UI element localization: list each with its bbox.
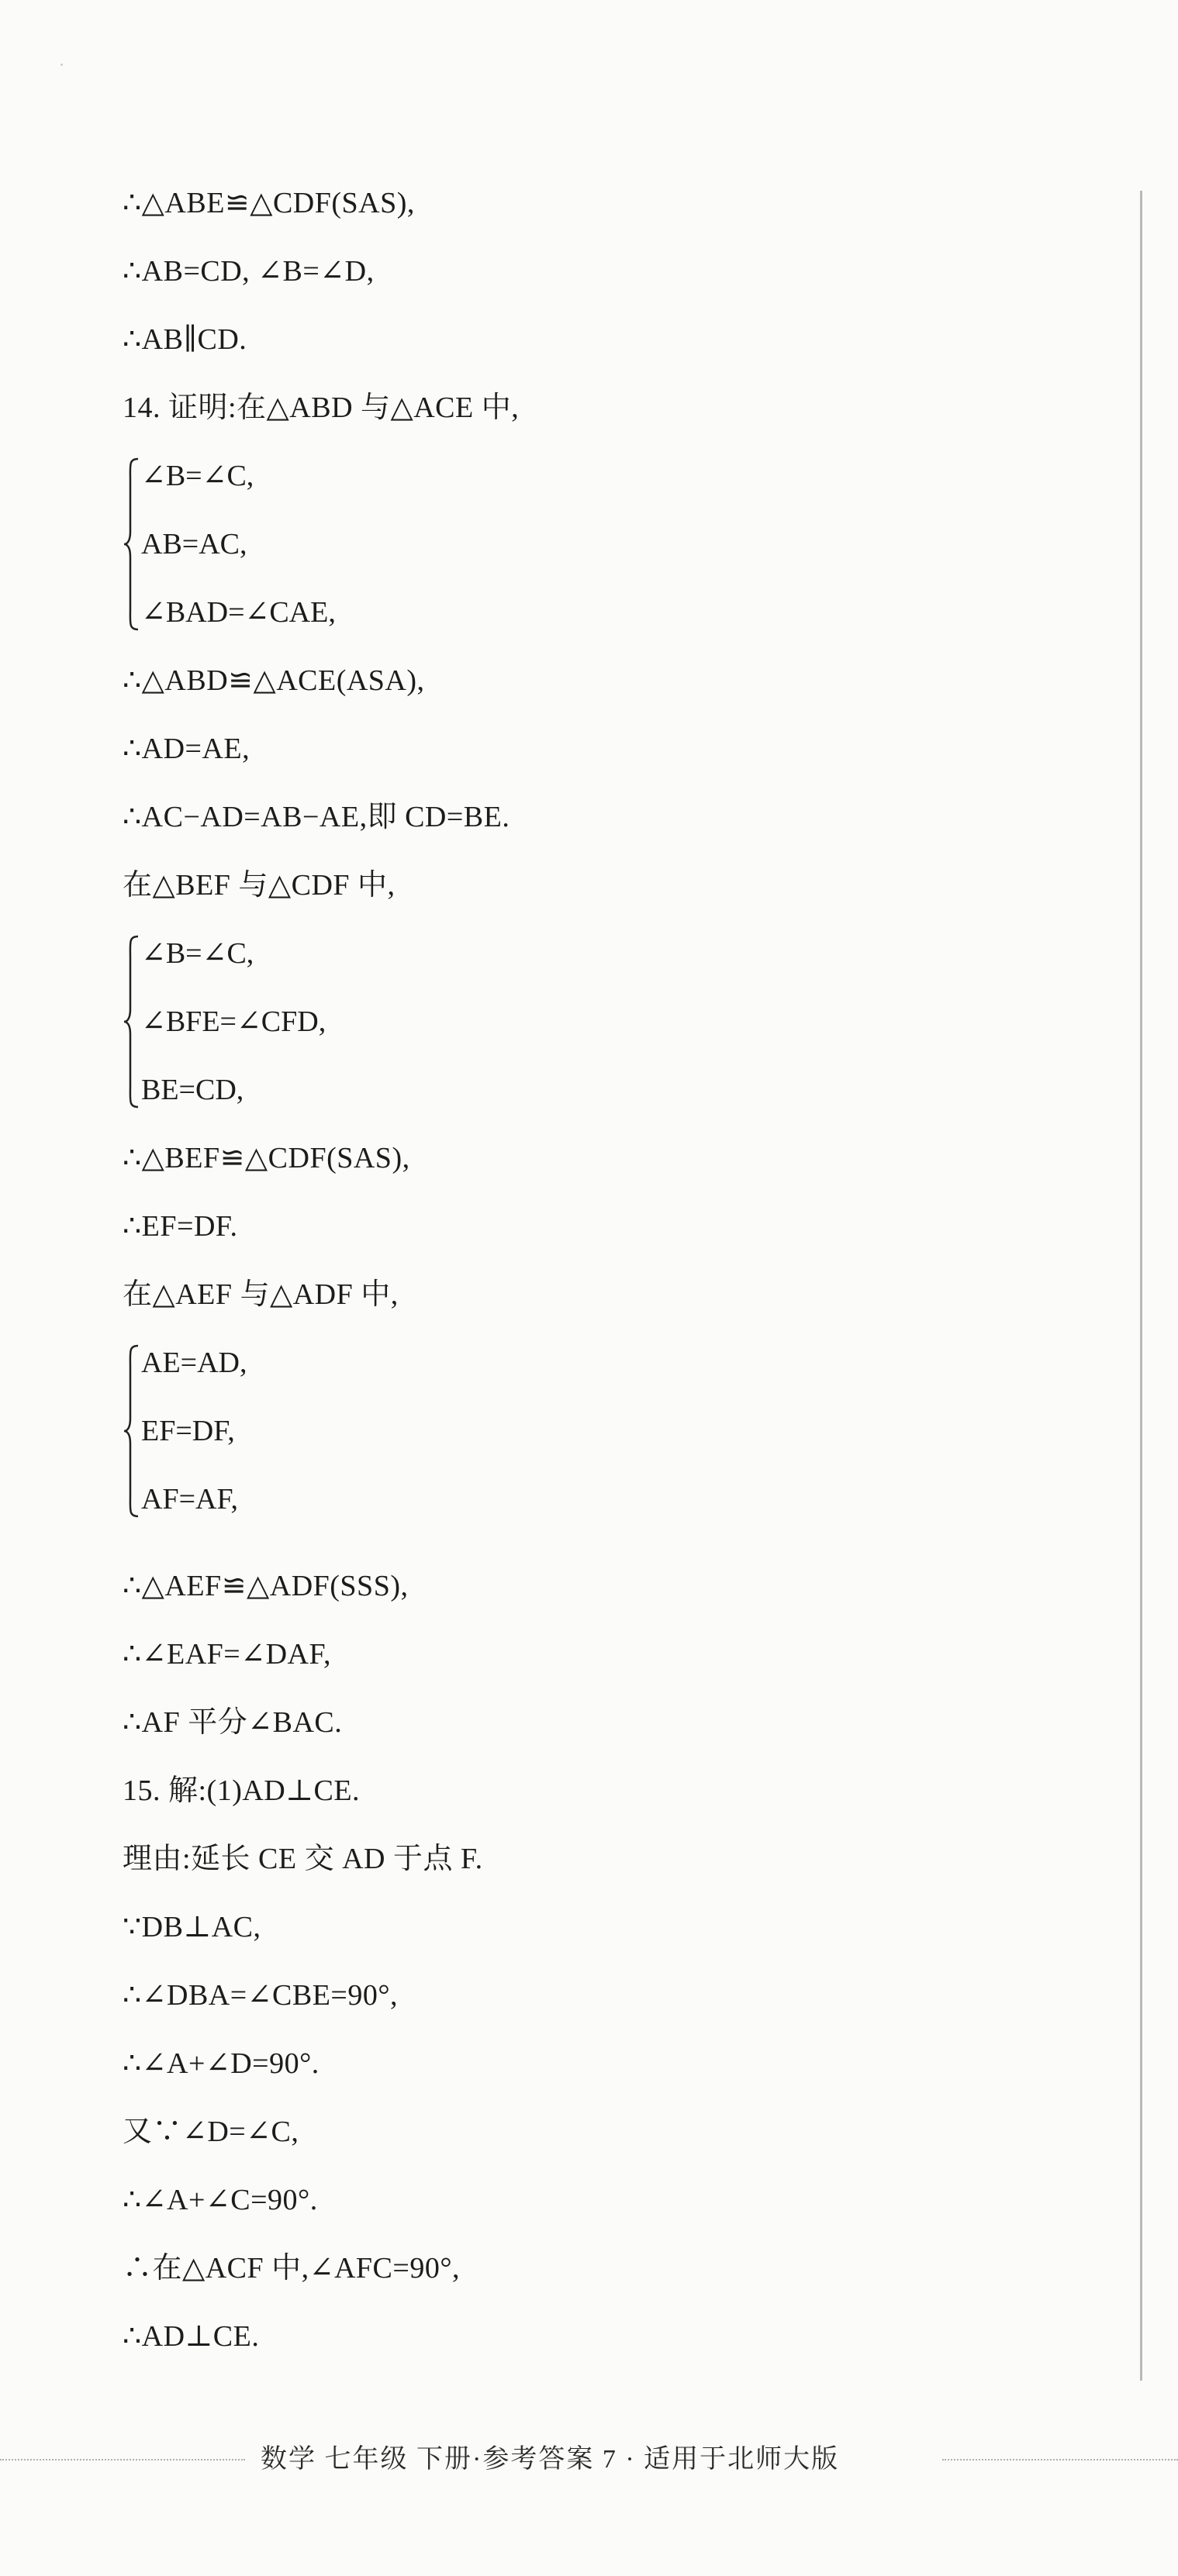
proof-line: ∴∠DBA=∠CBE=90°,	[123, 1979, 399, 2012]
page-footer	[0, 2440, 1178, 2479]
proof-line: ∴AB∥CD.	[123, 323, 247, 356]
left-brace-icon	[123, 457, 140, 631]
proof-line: ∴∠A+∠D=90°.	[123, 2047, 320, 2080]
proof-line: ∴△AEF≌△ADF(SSS),	[123, 1570, 409, 1602]
proof-line: ∴∠A+∠C=90°.	[123, 2184, 318, 2216]
system-row: AB=AC,	[141, 528, 247, 560]
left-brace-icon	[123, 1344, 140, 1518]
proof-line: ∴△ABE≌△CDF(SAS),	[123, 187, 415, 219]
proof-line: ∴在△ACF 中,∠AFC=90°,	[123, 2252, 461, 2285]
proof-line: 理由:延长 CE 交 AD 于点 F.	[123, 1843, 483, 1875]
column-divider	[1140, 191, 1142, 2381]
system-row: EF=DF,	[141, 1415, 235, 1447]
proof-line: ∴EF=DF.	[123, 1210, 238, 1243]
footer-dotted-rule	[0, 2459, 245, 2460]
system-row: ∠BFE=∠CFD,	[141, 1005, 326, 1038]
proof-line: ∵DB⊥AC,	[123, 1911, 261, 1943]
scan-speck	[60, 64, 63, 66]
system-row: AF=AF,	[141, 1483, 239, 1516]
proof-line: 在△AEF 与△ADF 中,	[123, 1278, 399, 1311]
proof-line: ∴AC−AD=AB−AE,即 CD=BE.	[123, 801, 510, 833]
system-row: ∠B=∠C,	[141, 460, 254, 492]
proof-line: ∴AF 平分∠BAC.	[123, 1706, 343, 1739]
system-row: ∠B=∠C,	[141, 937, 254, 970]
proof-line: ∴AD=AE,	[123, 733, 250, 765]
left-brace-icon	[123, 935, 140, 1109]
proof-line: 又∵∠D=∠C,	[123, 2116, 299, 2148]
problem-15-heading: 15. 解:(1)AD⊥CE.	[123, 1774, 361, 1807]
proof-line: ∴△ABD≌△ACE(ASA),	[123, 664, 425, 697]
proof-line: 在△BEF 与△CDF 中,	[123, 869, 396, 902]
system-row: AE=AD,	[141, 1347, 247, 1379]
proof-line: ∴AD⊥CE.	[123, 2320, 260, 2353]
footer-text: 数学 七年级 下册·参考答案 7 · 适用于北师大版	[261, 2445, 840, 2474]
system-row: ∠BAD=∠CAE,	[141, 596, 336, 629]
proof-line: ∴△BEF≌△CDF(SAS),	[123, 1142, 410, 1174]
problem-14-heading: 14. 证明:在△ABD 与△ACE 中,	[123, 391, 520, 424]
footer-dotted-rule	[942, 2459, 1178, 2460]
system-row: BE=CD,	[141, 1074, 244, 1106]
proof-line: ∴AB=CD, ∠B=∠D,	[123, 255, 375, 288]
proof-line: ∴∠EAF=∠DAF,	[123, 1638, 332, 1671]
